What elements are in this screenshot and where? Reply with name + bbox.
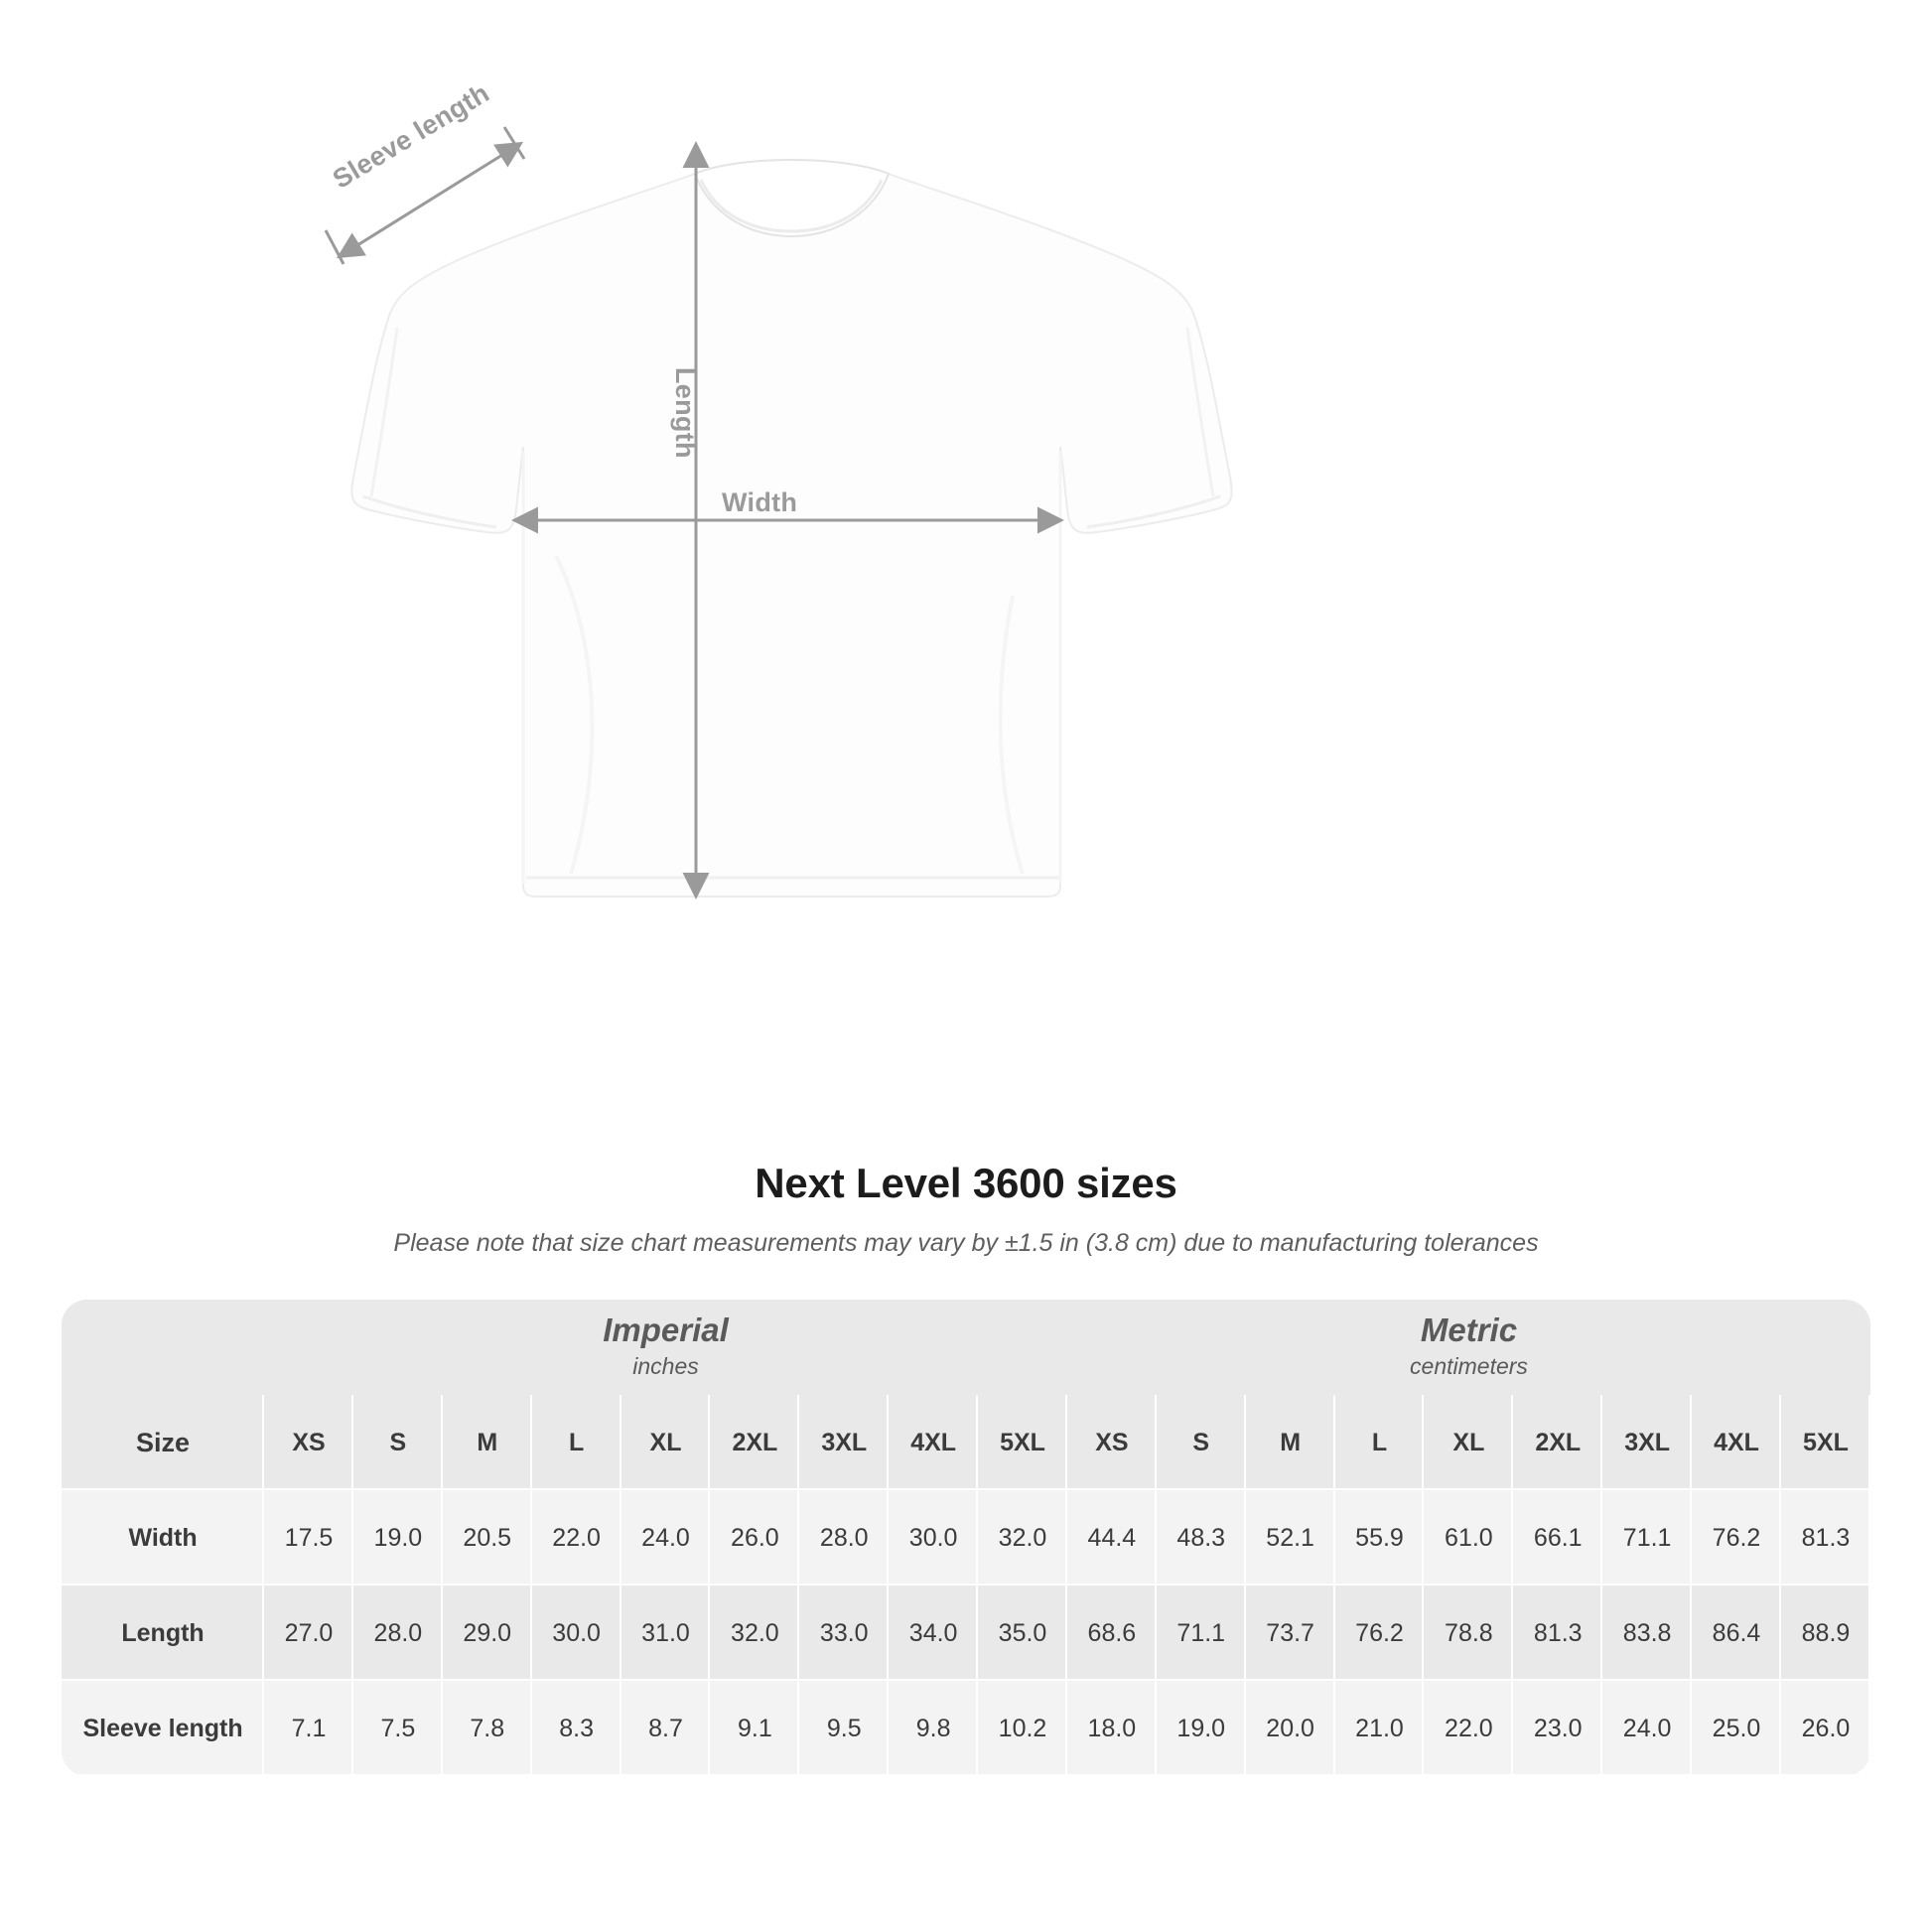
row-label-length: Length bbox=[62, 1586, 264, 1681]
length-in-m: 29.0 bbox=[443, 1586, 532, 1681]
width-in-xl: 24.0 bbox=[621, 1490, 711, 1586]
header-size-xl-met: XL bbox=[1424, 1395, 1513, 1490]
width-in-4xl: 30.0 bbox=[889, 1490, 978, 1586]
width-in-s: 19.0 bbox=[353, 1490, 443, 1586]
length-cm-l: 76.2 bbox=[1335, 1586, 1425, 1681]
sleeve-cm-s: 19.0 bbox=[1157, 1681, 1246, 1776]
width-cm-s: 48.3 bbox=[1157, 1490, 1246, 1586]
sleeve-cm-xl: 22.0 bbox=[1424, 1681, 1513, 1776]
header-size-l-imp: L bbox=[532, 1395, 621, 1490]
width-cm-xs: 44.4 bbox=[1067, 1490, 1157, 1586]
unit-group-metric-sub: centimeters bbox=[1410, 1352, 1528, 1379]
width-in-5xl: 32.0 bbox=[978, 1490, 1067, 1586]
length-in-5xl: 35.0 bbox=[978, 1586, 1067, 1681]
length-in-xl: 31.0 bbox=[621, 1586, 711, 1681]
unit-group-imperial-name: Imperial bbox=[603, 1311, 729, 1348]
sleeve-in-s: 7.5 bbox=[353, 1681, 443, 1776]
unit-group-imperial-sub: inches bbox=[632, 1352, 699, 1379]
unit-spacer bbox=[62, 1300, 264, 1395]
sleeve-in-5xl: 10.2 bbox=[978, 1681, 1067, 1776]
sleeve-in-xs: 7.1 bbox=[264, 1681, 353, 1776]
header-size-s-met: S bbox=[1157, 1395, 1246, 1490]
header-size-3xl-imp: 3XL bbox=[799, 1395, 889, 1490]
width-cm-xl: 61.0 bbox=[1424, 1490, 1513, 1586]
header-size-m-imp: M bbox=[443, 1395, 532, 1490]
header-size-4xl-imp: 4XL bbox=[889, 1395, 978, 1490]
length-cm-s: 71.1 bbox=[1157, 1586, 1246, 1681]
title-block bbox=[0, 1160, 1932, 1258]
unit-group-imperial bbox=[264, 1300, 1067, 1395]
header-size-5xl-imp: 5XL bbox=[978, 1395, 1067, 1490]
sleeve-in-3xl: 9.5 bbox=[799, 1681, 889, 1776]
unit-header-row bbox=[62, 1300, 1870, 1395]
table-row bbox=[62, 1586, 1870, 1681]
width-cm-l: 55.9 bbox=[1335, 1490, 1425, 1586]
width-in-m: 20.5 bbox=[443, 1490, 532, 1586]
size-table-container bbox=[62, 1300, 1870, 1776]
header-size-4xl-met: 4XL bbox=[1692, 1395, 1781, 1490]
length-cm-xs: 68.6 bbox=[1067, 1586, 1157, 1681]
width-in-l: 22.0 bbox=[532, 1490, 621, 1586]
header-size-xl-imp: XL bbox=[621, 1395, 711, 1490]
sleeve-cm-2xl: 23.0 bbox=[1513, 1681, 1602, 1776]
row-label-sleeve-length: Sleeve length bbox=[62, 1681, 264, 1776]
table-row bbox=[62, 1490, 1870, 1586]
width-cm-4xl: 76.2 bbox=[1692, 1490, 1781, 1586]
size-header-row bbox=[62, 1395, 1870, 1490]
sleeve-in-xl: 8.7 bbox=[621, 1681, 711, 1776]
header-size-xs-imp: XS bbox=[264, 1395, 353, 1490]
length-cm-5xl: 88.9 bbox=[1781, 1586, 1870, 1681]
header-size-3xl-met: 3XL bbox=[1602, 1395, 1692, 1490]
sleeve-in-l: 8.3 bbox=[532, 1681, 621, 1776]
unit-group-metric-name: Metric bbox=[1420, 1311, 1518, 1348]
sleeve-in-2xl: 9.1 bbox=[710, 1681, 799, 1776]
sleeve-cm-xs: 18.0 bbox=[1067, 1681, 1157, 1776]
width-in-xs: 17.5 bbox=[264, 1490, 353, 1586]
header-size-5xl-met: 5XL bbox=[1781, 1395, 1870, 1490]
width-cm-m: 52.1 bbox=[1246, 1490, 1335, 1586]
table-row bbox=[62, 1681, 1870, 1776]
sleeve-in-4xl: 9.8 bbox=[889, 1681, 978, 1776]
length-cm-4xl: 86.4 bbox=[1692, 1586, 1781, 1681]
length-label: Length bbox=[670, 367, 700, 459]
length-in-s: 28.0 bbox=[353, 1586, 443, 1681]
header-size-l-met: L bbox=[1335, 1395, 1425, 1490]
sleeve-cm-3xl: 24.0 bbox=[1602, 1681, 1692, 1776]
length-cm-3xl: 83.8 bbox=[1602, 1586, 1692, 1681]
width-cm-5xl: 81.3 bbox=[1781, 1490, 1870, 1586]
length-cm-m: 73.7 bbox=[1246, 1586, 1335, 1681]
length-in-3xl: 33.0 bbox=[799, 1586, 889, 1681]
header-size-2xl-met: 2XL bbox=[1513, 1395, 1602, 1490]
width-label: Width bbox=[722, 487, 798, 517]
sleeve-cm-4xl: 25.0 bbox=[1692, 1681, 1781, 1776]
sleeve-cm-5xl: 26.0 bbox=[1781, 1681, 1870, 1776]
width-cm-2xl: 66.1 bbox=[1513, 1490, 1602, 1586]
sleeve-cm-m: 20.0 bbox=[1246, 1681, 1335, 1776]
sleeve-in-m: 7.8 bbox=[443, 1681, 532, 1776]
header-size-s-imp: S bbox=[353, 1395, 443, 1490]
unit-group-metric bbox=[1067, 1300, 1870, 1395]
length-in-l: 30.0 bbox=[532, 1586, 621, 1681]
sleeve-cm-l: 21.0 bbox=[1335, 1681, 1425, 1776]
sleeve-length-label: Sleeve length bbox=[328, 77, 495, 195]
tshirt-shape bbox=[351, 160, 1231, 897]
length-in-xs: 27.0 bbox=[264, 1586, 353, 1681]
header-size-xs-met: XS bbox=[1067, 1395, 1157, 1490]
width-cm-3xl: 71.1 bbox=[1602, 1490, 1692, 1586]
header-size-m-met: M bbox=[1246, 1395, 1335, 1490]
header-size-label: Size bbox=[62, 1395, 264, 1490]
length-cm-xl: 78.8 bbox=[1424, 1586, 1513, 1681]
width-in-3xl: 28.0 bbox=[799, 1490, 889, 1586]
row-label-width: Width bbox=[62, 1490, 264, 1586]
header-size-2xl-imp: 2XL bbox=[710, 1395, 799, 1490]
length-cm-2xl: 81.3 bbox=[1513, 1586, 1602, 1681]
width-in-2xl: 26.0 bbox=[710, 1490, 799, 1586]
length-in-4xl: 34.0 bbox=[889, 1586, 978, 1681]
size-table bbox=[62, 1300, 1870, 1776]
length-in-2xl: 32.0 bbox=[710, 1586, 799, 1681]
tolerance-note: Please note that size chart measurements may vary by ±1.5 in (3.8 cm) due to manufacturing tolerances bbox=[393, 1229, 1539, 1257]
page-title: Next Level 3600 sizes bbox=[755, 1160, 1177, 1206]
